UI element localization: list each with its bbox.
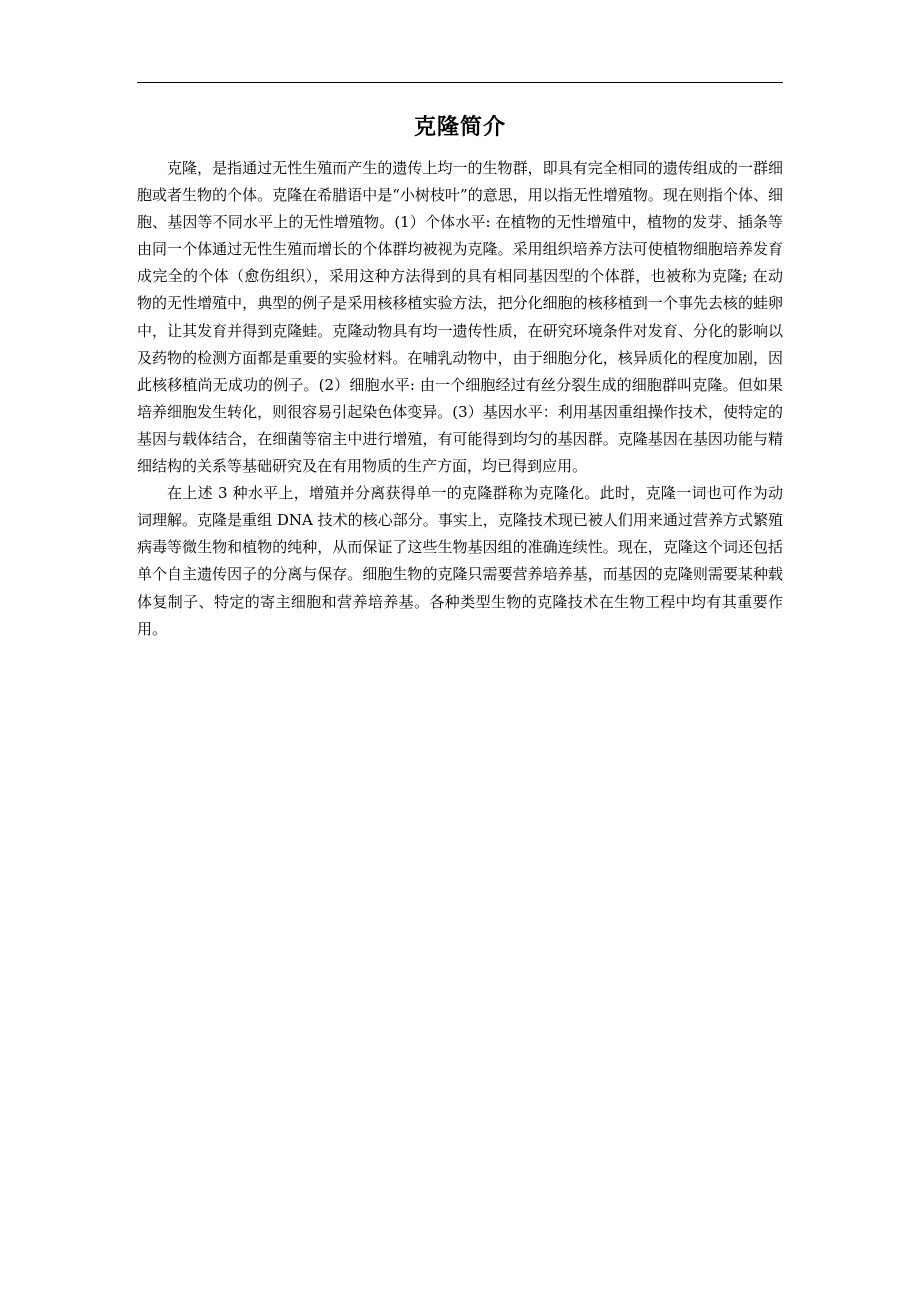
paragraph-1: 克隆，是指通过无性生殖而产生的遗传上均一的生物群，即具有完全相同的遗传组成的一群细胞或者生物的个体。克隆在希腊语中是“小树枝叶”的意思，用以指无性增殖物。现在则指个体、细胞、基因等不同水平上的无性增殖物。(1）个体水平: 在植物的无性增殖中，植物的发芽、插条等由同一个体通过无性生殖而增长的个体群均被视为克隆。采用组织培养方法可使植物细胞培养发育成完全的个体（愈伤组织），采用这种方法得到的具有相同基因型的个体群，也被称为克隆; 在动物的无性增殖中，典型的例子是采用核移植实验方法，把分化细胞的核移植到一个事先去核的蛙卵中，让其发育并得到克隆蛙。克隆动物具有均一遗传性质，在研究环境条件对发育、分化的影响以及药物的检测方面都是重要的实验材料。在哺乳动物中，由于细胞分化，核异质化的程度加剧，因此核移植尚无成功的例子。(2）细胞水平: 由一个细胞经过有丝分裂生成的细胞群叫克隆。但如果培养细胞发生转化，则很容易引起染色体变异。(3）基因水平：利用基因重组操作技术，使特定的基因与载体结合，在细菌等宿主中进行增殖，有可能得到均匀的基因群。克隆基因在基因功能与精细结构的关系等基础研究及在有用物质的生产方面，均已得到应用。	[137, 159, 783, 476]
document-body	[137, 155, 783, 643]
paragraph-2: 在上述 3 种水平上，增殖并分离获得单一的克隆群称为克隆化。此时，克隆一词也可作为动词理解。克隆是重组 DNA 技术的核心部分。事实上，克隆技术现已被人们用来通过营养方式繁殖病毒等微生物和植物的纯种，从而保证了这些生物基因组的准确连续性。现在，克隆这个词还包括单个自主遗传因子的分离与保存。细胞生物的克隆只需要营养培养基，而基因的克隆则需要某种载体复制子、特定的寄主细胞和营养培养基。各种类型生物的克隆技术在生物工程中均有其重要作用。	[137, 484, 783, 638]
document-title: 克隆简介	[413, 115, 506, 140]
header-rule	[137, 82, 783, 83]
